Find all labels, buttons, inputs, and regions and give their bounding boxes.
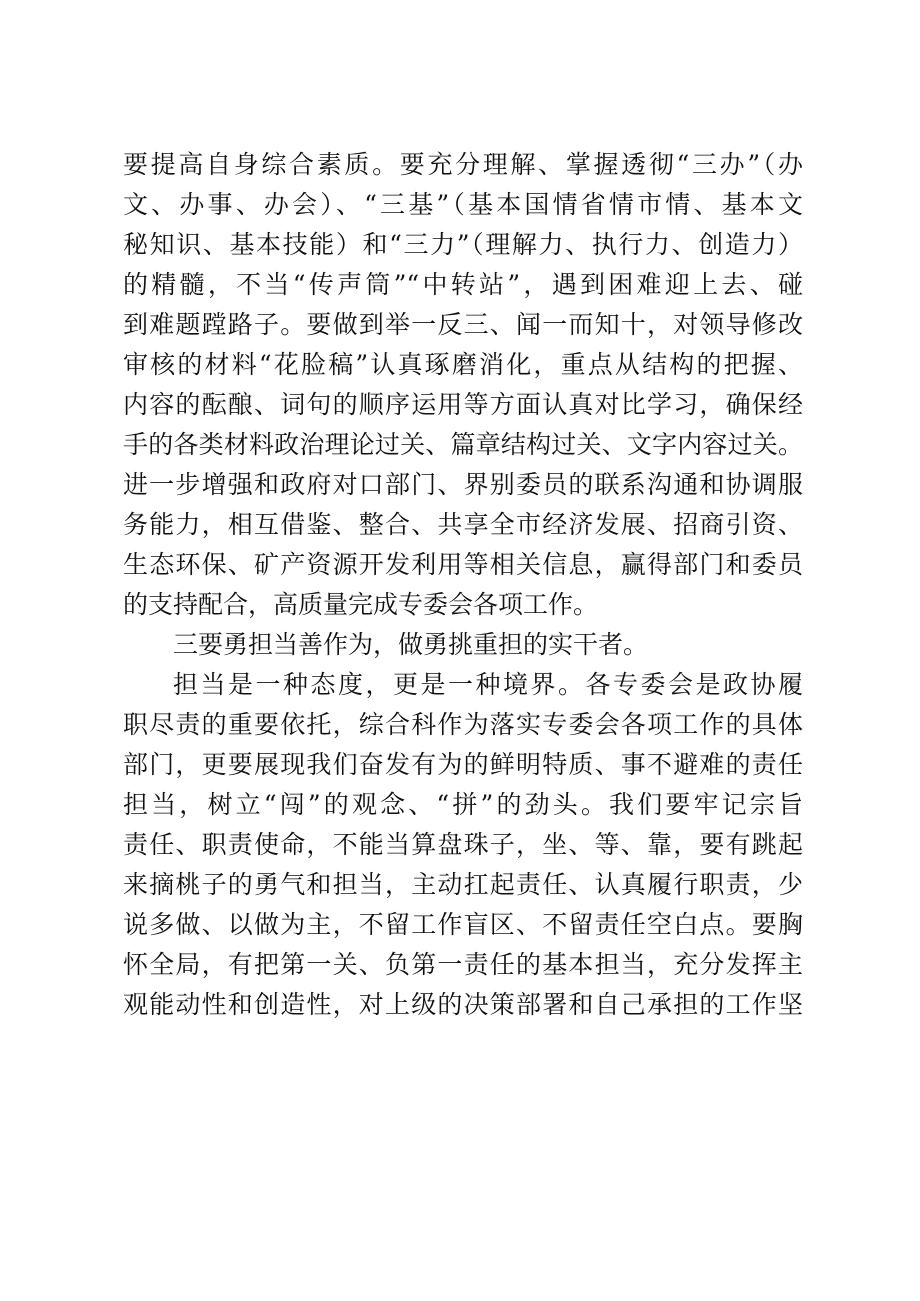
text-line: 来摘桃子的勇气和担当，主动扛起责任、认真履行职责，少 bbox=[123, 870, 803, 899]
text-line: 部门，更要展现我们奋发有为的鲜明特质、事不避难的责任 bbox=[123, 750, 803, 779]
text-line: 审核的材料“花脸稿”认真琢磨消化，重点从结构的把握、 bbox=[123, 350, 803, 379]
body-text bbox=[123, 145, 803, 1025]
text-line: 的精髓，不当“传声筒”“中转站”，遇到困难迎上去、碰 bbox=[123, 270, 803, 299]
text-line: 内容的酝酿、词句的顺序运用等方面认真对比学习，确保经 bbox=[123, 390, 803, 419]
text-line: 到难题蹚路子。要做到举一反三、闻一而知十，对领导修改 bbox=[123, 310, 803, 339]
text-line: 的支持配合，高质量完成专委会各项工作。 bbox=[123, 590, 599, 619]
text-line: 责任、职责使命，不能当算盘珠子，坐、等、靠，要有跳起 bbox=[123, 830, 803, 859]
text-line: 担当是一种态度，更是一种境界。各专委会是政协履 bbox=[173, 670, 803, 699]
text-line: 文、办事、办会）、“三基”（基本国情省情市情、基本文 bbox=[123, 190, 803, 219]
text-line: 生态环保、矿产资源开发利用等相关信息，赢得部门和委员 bbox=[123, 550, 803, 579]
text-line: 观能动性和创造性，对上级的决策部署和自己承担的工作坚 bbox=[123, 990, 803, 1019]
text-line: 秘知识、基本技能）和“三力”（理解力、执行力、创造力） bbox=[123, 230, 803, 259]
text-line: 怀全局，有把第一关、负第一责任的基本担当，充分发挥主 bbox=[123, 950, 803, 979]
text-line: 务能力，相互借鉴、整合、共享全市经济发展、招商引资、 bbox=[123, 510, 803, 539]
text-line: 手的各类材料政治理论过关、篇章结构过关、文字内容过关。 bbox=[123, 430, 803, 459]
text-line: 进一步增强和政府对口部门、界别委员的联系沟通和协调服 bbox=[123, 470, 803, 499]
text-line: 职尽责的重要依托，综合科作为落实专委会各项工作的具体 bbox=[123, 710, 803, 739]
text-line: 说多做、以做为主，不留工作盲区、不留责任空白点。要胸 bbox=[123, 910, 803, 939]
text-line: 要提高自身综合素质。要充分理解、掌握透彻“三办”（办 bbox=[123, 150, 803, 179]
text-line: 担当，树立“闯”的观念、“拼”的劲头。我们要牢记宗旨 bbox=[123, 790, 803, 819]
section-heading: 三要勇担当善作为，做勇挑重担的实干者。 bbox=[173, 630, 649, 659]
